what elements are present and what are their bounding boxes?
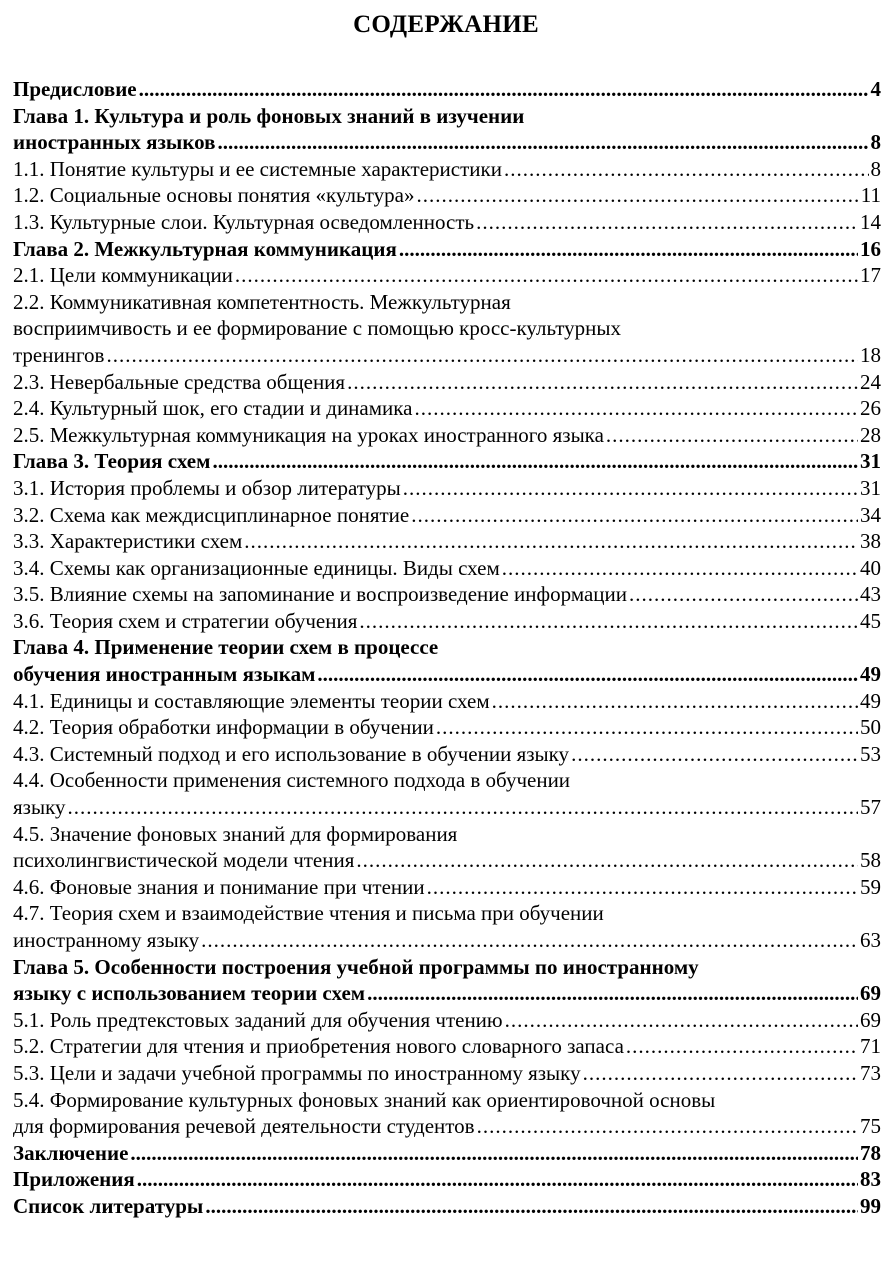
toc-entry-leader-row bbox=[13, 794, 881, 821]
toc-entry-leader-row bbox=[13, 156, 881, 183]
toc-page-number: 4 bbox=[870, 77, 881, 101]
toc-page-number: 40 bbox=[860, 555, 881, 580]
table-of-contents bbox=[13, 76, 881, 1220]
toc-chapter-entry[interactable] bbox=[13, 103, 881, 156]
toc-entry-text-line: Глава 3. Теория схем bbox=[13, 449, 211, 474]
toc-page-number: 45 bbox=[860, 608, 881, 633]
dot-leader bbox=[356, 847, 858, 874]
toc-page-number: 58 bbox=[860, 848, 881, 873]
toc-section-entry[interactable] bbox=[13, 422, 881, 449]
toc-entry-leader-row bbox=[13, 927, 881, 954]
dot-leader bbox=[359, 608, 858, 635]
toc-entry-text-line: 3.3. Характеристики схем bbox=[13, 529, 243, 554]
toc-page-number: 99 bbox=[860, 1193, 881, 1218]
toc-page-number: 43 bbox=[860, 582, 881, 607]
toc-entry-text-line: 3.1. История проблемы и обзор литературы bbox=[13, 475, 401, 500]
toc-section-entry[interactable] bbox=[13, 156, 881, 183]
dot-leader bbox=[629, 581, 858, 608]
toc-section-entry[interactable] bbox=[13, 821, 881, 874]
toc-section-entry[interactable] bbox=[13, 209, 881, 236]
toc-section-entry[interactable] bbox=[13, 581, 881, 608]
toc-chapter-entry[interactable] bbox=[13, 1193, 881, 1220]
toc-chapter-entry[interactable] bbox=[13, 1140, 881, 1167]
toc-page-number: 69 bbox=[860, 981, 881, 1006]
toc-page-number: 38 bbox=[860, 529, 881, 554]
toc-entry-text-line: 5.1. Роль предтекстовых заданий для обучения чтению bbox=[13, 1007, 503, 1032]
dot-leader bbox=[347, 369, 858, 396]
toc-entry-leader-row bbox=[13, 129, 881, 156]
toc-entry-text-line: 2.1. Цели коммуникации bbox=[13, 263, 233, 288]
toc-chapter-entry[interactable] bbox=[13, 954, 881, 1007]
toc-entry-leader-row bbox=[13, 209, 881, 236]
toc-entry-text-line: иностранных языков bbox=[13, 130, 216, 155]
toc-entry-text-line: Предисловие bbox=[13, 77, 137, 101]
toc-entry-text-line: психолингвистической модели чтения bbox=[13, 848, 355, 873]
toc-page-number: 57 bbox=[860, 795, 881, 820]
toc-entry-text-line: восприимчивость и ее формирование с помощью кросс-культурных bbox=[13, 316, 621, 341]
toc-page-number: 11 bbox=[860, 183, 881, 208]
dot-leader bbox=[414, 395, 858, 422]
toc-entry-text-line: 4.1. Единицы и составляющие элементы теории схем bbox=[13, 688, 490, 713]
toc-chapter-entry[interactable] bbox=[13, 634, 881, 687]
toc-section-entry[interactable] bbox=[13, 900, 881, 953]
toc-section-entry[interactable] bbox=[13, 395, 881, 422]
toc-entry-text-line: 4.5. Значение фоновых знаний для формирования bbox=[13, 821, 458, 846]
toc-entry-leader-row bbox=[13, 874, 881, 901]
toc-entry-leader-row bbox=[13, 581, 881, 608]
dot-leader bbox=[317, 661, 858, 688]
toc-entry-text-line: Глава 1. Культура и роль фоновых знаний в изучении bbox=[13, 103, 525, 128]
toc-entry-text-line: языку bbox=[13, 795, 66, 820]
toc-section-entry[interactable] bbox=[13, 369, 881, 396]
toc-entry-leader-row bbox=[13, 528, 881, 555]
toc-page-number: 31 bbox=[860, 449, 881, 474]
toc-page-number: 16 bbox=[860, 236, 881, 261]
toc-page-number: 75 bbox=[860, 1114, 881, 1139]
dot-leader bbox=[212, 448, 858, 475]
toc-entry-leader-row bbox=[13, 369, 881, 396]
toc-entry-leader-row bbox=[13, 182, 881, 209]
toc-section-entry[interactable] bbox=[13, 262, 881, 289]
toc-page-number: 24 bbox=[860, 369, 881, 394]
toc-section-entry[interactable] bbox=[13, 555, 881, 582]
toc-entry-leader-row bbox=[13, 1007, 881, 1034]
toc-chapter-entry[interactable] bbox=[13, 448, 881, 475]
toc-entry-text-line: Заключение bbox=[13, 1140, 129, 1165]
toc-section-entry[interactable] bbox=[13, 289, 881, 369]
toc-entry-text-line: иностранному языку bbox=[13, 928, 200, 952]
page-title: СОДЕРЖАНИЕ bbox=[353, 11, 539, 38]
toc-section-entry[interactable] bbox=[13, 714, 881, 741]
toc-entry-leader-row bbox=[13, 1140, 881, 1167]
toc-section-entry[interactable] bbox=[13, 528, 881, 555]
dot-leader bbox=[476, 209, 858, 236]
toc-entry-leader-row bbox=[13, 1166, 881, 1193]
toc-entry-leader-row bbox=[13, 1113, 881, 1140]
dot-leader bbox=[583, 1060, 858, 1087]
dot-leader bbox=[403, 475, 858, 502]
dot-leader bbox=[492, 688, 858, 715]
toc-section-entry[interactable] bbox=[13, 1087, 881, 1140]
toc-page-number: 26 bbox=[860, 396, 881, 421]
dot-leader bbox=[244, 528, 858, 555]
toc-chapter-entry[interactable] bbox=[13, 76, 881, 103]
toc-page-number: 18 bbox=[860, 342, 881, 367]
toc-section-entry[interactable] bbox=[13, 475, 881, 502]
dot-leader bbox=[504, 156, 869, 183]
toc-entry-text-line: Глава 5. Особенности построения учебной программы по иностранному bbox=[13, 954, 699, 979]
toc-entry-leader-row bbox=[13, 1060, 881, 1087]
toc-page-number: 8 bbox=[870, 130, 881, 155]
toc-page-number: 71 bbox=[860, 1034, 881, 1059]
toc-entry-text-line: 2.2. Коммуникативная компетентность. Межкультурная bbox=[13, 289, 511, 314]
toc-entry-text-line: 4.6. Фоновые знания и понимание при чтении bbox=[13, 874, 425, 899]
dot-leader bbox=[477, 1113, 858, 1140]
dot-leader bbox=[571, 741, 858, 768]
dot-leader bbox=[205, 1193, 858, 1220]
toc-page-number: 83 bbox=[860, 1167, 881, 1192]
dot-leader bbox=[67, 794, 858, 821]
toc-section-entry[interactable] bbox=[13, 1033, 881, 1060]
toc-page-number: 50 bbox=[860, 715, 881, 740]
toc-entry-leader-row bbox=[13, 555, 881, 582]
toc-page-number: 49 bbox=[860, 688, 881, 713]
toc-section-entry[interactable] bbox=[13, 874, 881, 901]
toc-section-entry[interactable] bbox=[13, 182, 881, 209]
toc-entry-leader-row bbox=[13, 236, 881, 263]
toc-page-number: 63 bbox=[860, 928, 881, 952]
dot-leader bbox=[606, 422, 858, 449]
toc-entry-text-line: 3.6. Теория схем и стратегии обучения bbox=[13, 608, 358, 633]
toc-chapter-entry[interactable] bbox=[13, 236, 881, 263]
toc-entry-leader-row bbox=[13, 847, 881, 874]
toc-entry-leader-row bbox=[13, 661, 881, 688]
dot-leader bbox=[411, 502, 858, 529]
dot-leader bbox=[502, 555, 858, 582]
toc-page-number: 78 bbox=[860, 1140, 881, 1165]
dot-leader bbox=[139, 76, 869, 103]
toc-section-entry[interactable] bbox=[13, 741, 881, 768]
toc-entry-leader-row bbox=[13, 448, 881, 475]
dot-leader bbox=[217, 129, 868, 156]
toc-entry-text-line: 3.5. Влияние схемы на запоминание и воспроизведение информации bbox=[13, 582, 628, 607]
toc-entry-text-line: 5.4. Формирование культурных фоновых знаний как ориентировочной основы bbox=[13, 1087, 716, 1112]
dot-leader bbox=[417, 182, 859, 209]
toc-entry-text-line: Список литературы bbox=[13, 1193, 204, 1218]
toc-entry-leader-row bbox=[13, 608, 881, 635]
toc-entry-text-line: 2.4. Культурный шок, его стадии и динамика bbox=[13, 396, 413, 421]
toc-entry-leader-row bbox=[13, 76, 881, 103]
toc-page-number: 14 bbox=[860, 209, 881, 234]
dot-leader bbox=[505, 1007, 858, 1034]
toc-entry-leader-row bbox=[13, 262, 881, 289]
toc-entry-leader-row bbox=[13, 502, 881, 529]
toc-section-entry[interactable] bbox=[13, 608, 881, 635]
toc-entry-leader-row bbox=[13, 342, 881, 369]
toc-entry-text-line: 5.3. Цели и задачи учебной программы по иностранному языку bbox=[13, 1060, 581, 1085]
toc-entry-leader-row bbox=[13, 422, 881, 449]
dot-leader bbox=[106, 342, 858, 369]
toc-entry-text-line: для формирования речевой деятельности студентов bbox=[13, 1114, 475, 1139]
dot-leader bbox=[626, 1033, 858, 1060]
toc-chapter-entry[interactable] bbox=[13, 1166, 881, 1193]
toc-section-entry[interactable] bbox=[13, 1007, 881, 1034]
toc-entry-leader-row bbox=[13, 1033, 881, 1060]
dot-leader bbox=[235, 262, 858, 289]
toc-entry-leader-row bbox=[13, 714, 881, 741]
toc-page-number: 8 bbox=[870, 156, 881, 181]
toc-entry-text-line: 5.2. Стратегии для чтения и приобретения нового словарного запаса bbox=[13, 1034, 624, 1059]
toc-page-number: 69 bbox=[860, 1007, 881, 1032]
toc-entry-text-line: Глава 4. Применение теории схем в процессе bbox=[13, 635, 439, 660]
toc-entry-text-line: 1.1. Понятие культуры и ее системные характеристики bbox=[13, 156, 502, 181]
dot-leader bbox=[130, 1140, 858, 1167]
dot-leader bbox=[427, 874, 858, 901]
toc-entry-leader-row bbox=[13, 395, 881, 422]
toc-page-number: 73 bbox=[860, 1060, 881, 1085]
toc-page-number: 28 bbox=[860, 422, 881, 447]
toc-entry-leader-row bbox=[13, 1193, 881, 1220]
toc-section-entry[interactable] bbox=[13, 688, 881, 715]
dot-leader bbox=[137, 1166, 858, 1193]
toc-section-entry[interactable] bbox=[13, 502, 881, 529]
toc-page-number: 59 bbox=[860, 874, 881, 899]
toc-section-entry[interactable] bbox=[13, 767, 881, 820]
toc-entry-text-line: 4.7. Теория схем и взаимодействие чтения и письма при обучении bbox=[13, 901, 604, 926]
toc-entry-leader-row bbox=[13, 475, 881, 502]
toc-entry-text-line: 1.3. Культурные слои. Культурная осведомленность bbox=[13, 209, 475, 234]
toc-entry-text-line: обучения иностранным языкам bbox=[13, 662, 316, 687]
dot-leader bbox=[399, 236, 858, 263]
dot-leader bbox=[201, 927, 858, 954]
toc-entry-text-line: 4.4. Особенности применения системного подхода в обучении bbox=[13, 768, 571, 793]
toc-entry-text-line: 4.2. Теория обработки информации в обучении bbox=[13, 715, 434, 740]
dot-leader bbox=[436, 714, 858, 741]
toc-page-number: 49 bbox=[860, 662, 881, 687]
toc-entry-text-line: 2.3. Невербальные средства общения bbox=[13, 369, 346, 394]
toc-entry-leader-row bbox=[13, 688, 881, 715]
toc-entry-text-line: языку с использованием теории схем bbox=[13, 981, 366, 1006]
toc-page-number: 34 bbox=[860, 502, 881, 527]
toc-entry-text-line: 3.4. Схемы как организационные единицы. Виды схем bbox=[13, 555, 500, 580]
toc-page-number: 17 bbox=[860, 263, 881, 288]
toc-page-number: 53 bbox=[860, 741, 881, 766]
toc-entry-text-line: 2.5. Межкультурная коммуникация на уроках иностранного языка bbox=[13, 422, 604, 447]
toc-entry-text-line: тренингов bbox=[13, 342, 105, 367]
toc-section-entry[interactable] bbox=[13, 1060, 881, 1087]
toc-entry-leader-row bbox=[13, 980, 881, 1007]
toc-page-number: 31 bbox=[860, 475, 881, 500]
toc-entry-text-line: 1.2. Социальные основы понятия «культура» bbox=[13, 183, 415, 208]
toc-entry-text-line: Приложения bbox=[13, 1167, 135, 1192]
toc-entry-text-line: 4.3. Системный подход и его использование в обучении языку bbox=[13, 741, 570, 766]
toc-entry-text-line: 3.2. Схема как междисциплинарное понятие bbox=[13, 502, 410, 527]
toc-entry-text-line: Глава 2. Межкультурная коммуникация bbox=[13, 236, 397, 261]
dot-leader bbox=[367, 980, 858, 1007]
toc-entry-leader-row bbox=[13, 741, 881, 768]
